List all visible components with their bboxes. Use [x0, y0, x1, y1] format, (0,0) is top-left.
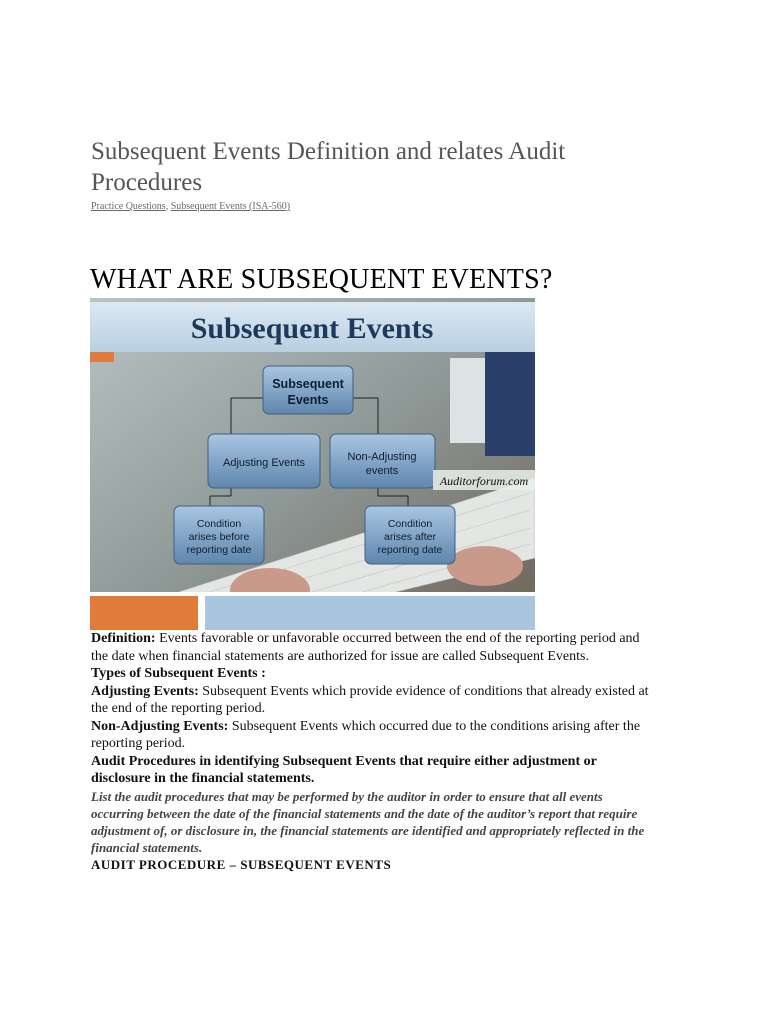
node-non-adjusting-line2: events: [365, 465, 399, 477]
section-heading: WHAT ARE SUBSEQUENT EVENTS?: [90, 264, 553, 295]
procedures-heading-text: Audit Procedures in identifying Subsequent Events that require either adjustment or disclosure in the financial statements.: [91, 753, 597, 786]
procedures-heading: [91, 753, 651, 788]
nonadjusting-label: Non-Adjusting Events:: [91, 718, 229, 734]
article-body: [91, 630, 651, 873]
node-adjusting: Adjusting Events: [223, 457, 305, 469]
watermark-text: Auditorforum.com: [439, 474, 529, 488]
definition-text: Events favorable or unfavorable occurred between the end of the reporting period and the date when financial statements are authorized for issue are called Subsequent Events.: [91, 631, 640, 664]
breadcrumb-link-subsequent-events[interactable]: Subsequent Events (ISA-560): [170, 201, 291, 212]
banner-title: Subsequent Events: [190, 312, 434, 345]
definition-label: Definition:: [91, 631, 156, 646]
breadcrumb-separator: ,: [165, 201, 171, 212]
node-root-line2: Events: [287, 393, 329, 407]
procedure-title: AUDIT PROCEDURE – SUBSEQUENT EVENTS: [91, 856, 392, 872]
adjusting-text: Subsequent Events which provide evidence of conditions that already existed at the end of the reporting period.: [91, 683, 649, 716]
page-title: Subsequent Events Definition and relates Audit Procedures: [91, 138, 566, 196]
question-text: List the audit procedures that may be performed by the auditor in order to ensure that all events occurring between the date of the financial statements and the date of the auditor’s report that require adjustment of, or disclosure in, the financial statements are identified and appropriately reflected in the financial statements.: [91, 788, 645, 855]
node-after-line3: reporting date: [377, 544, 443, 556]
node-before-line2: arises before: [188, 531, 250, 543]
node-root-line1: Subsequent: [272, 377, 344, 391]
breadcrumb: [91, 201, 290, 212]
node-before-line3: reporting date: [186, 544, 252, 556]
adjusting-label: Adjusting Events:: [91, 683, 199, 699]
node-before-line1: Condition: [196, 518, 242, 530]
nonadjusting-text: Subsequent Events which occurred due to the conditions arising after the reporting period.: [91, 718, 641, 751]
nonadjusting-paragraph: [91, 718, 651, 753]
breadcrumb-link-practice-questions[interactable]: Practice Questions: [91, 201, 166, 212]
adjusting-paragraph: [91, 683, 651, 718]
node-after-line2: arises after: [384, 531, 436, 543]
types-heading-text: Types of Subsequent Events :: [91, 666, 266, 681]
node-non-adjusting-line1: Non-Adjusting: [347, 451, 417, 463]
types-heading: [91, 665, 651, 683]
definition-paragraph: [91, 630, 651, 665]
node-after-line1: Condition: [387, 518, 433, 530]
subsequent-events-diagram-image: [90, 298, 535, 630]
